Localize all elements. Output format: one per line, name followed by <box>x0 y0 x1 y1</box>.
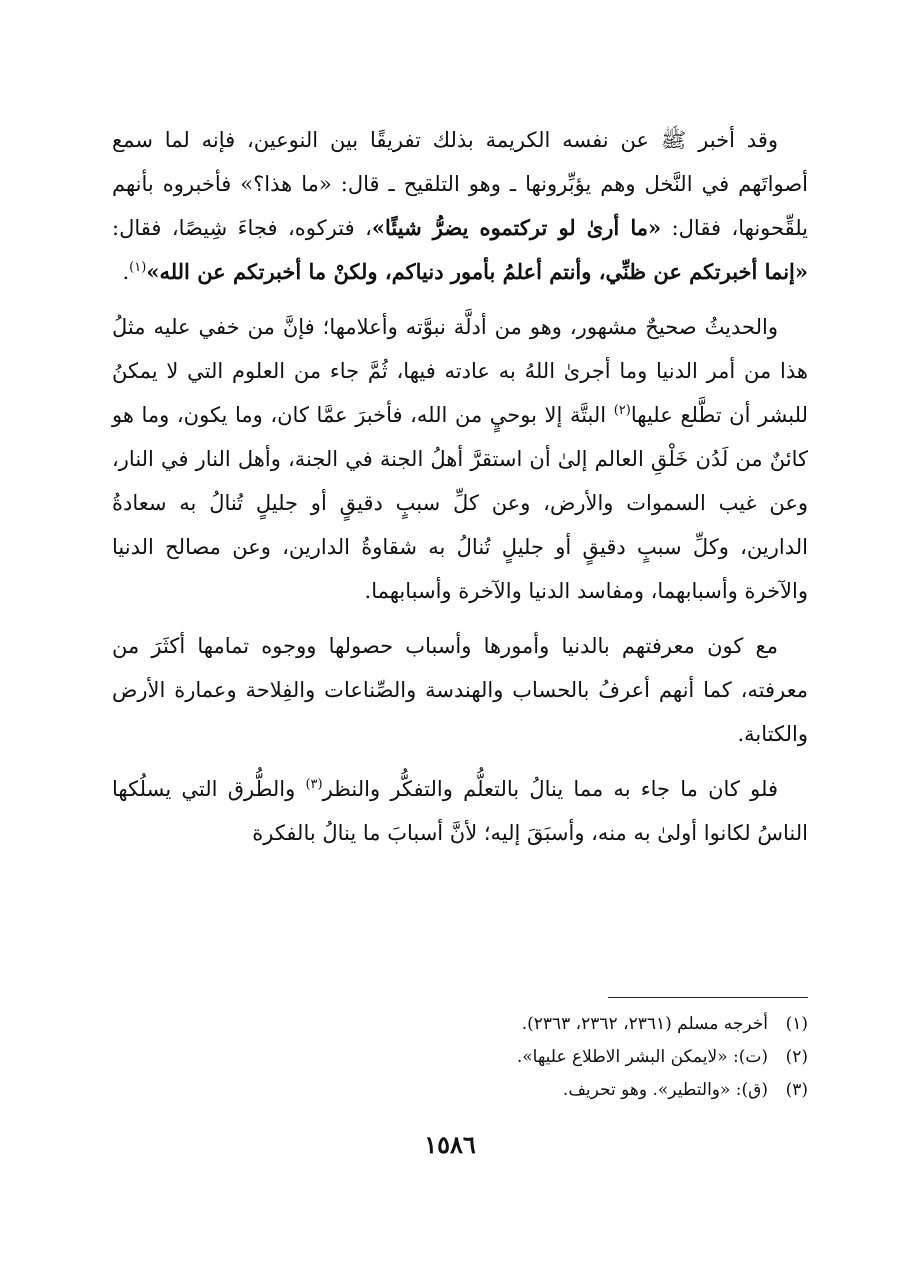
footnote-ref-3[interactable]: (٣) <box>305 777 323 792</box>
paragraph-2-text-a: والحديثُ صحيحٌ مشهور، وهو من أدلَّة نبوَّته وأعلامها؛ فإنَّ من خفي عليه مثلُ هذا من أمر الدنيا وما أجرىٰ اللهُ به عادته فيها، ثُمَّ جاء من العلوم التي لا يمكنُ للبشر أن تطَّلع عليها <box>112 315 808 427</box>
paragraph-4 <box>112 767 808 855</box>
footnote-number: (٢) <box>785 1047 808 1067</box>
footnote-1 <box>112 1008 808 1041</box>
paragraph-1 <box>112 118 808 294</box>
footnote-text: (ق): «والتطير». وهو تحريف. <box>562 1080 768 1100</box>
footnote-3 <box>112 1074 808 1107</box>
paragraph-2 <box>112 305 808 613</box>
paragraph-1-text-a: وقد أخبر ﷺ عن نفسه الكريمة بذلك تفريقًا بين النوعين، فإنه لما سمع أصواتَهم في النَّخل وهم يؤبِّرونها ـ وهو التلقيح ـ قال: «ما هذا؟» فأخبروه بأنهم يلقِّحونها، فقال: <box>112 128 808 240</box>
footnote-text: (ت): «لايمكن البشر الاطلاع عليها». <box>516 1047 768 1067</box>
footnotes <box>112 1008 808 1107</box>
paragraph-1-end: . <box>122 260 130 284</box>
paragraph-3-text: مع كون معرفتهم بالدنيا وأمورها وأسباب حصولها ووجوه تمامها أكثَرَ من معرفته، كما أنهم أعرفُ بالحساب والهندسة والصِّناعات والفِلاحة وعمارة الأرض والكتابة. <box>112 634 808 746</box>
main-text <box>112 118 808 855</box>
footnote-text: أخرجه مسلم (٢٣٦١، ٢٣٦٢، ٢٣٦٣). <box>521 1014 768 1034</box>
paragraph-2-text-b: البتَّة إلا بوحيٍ من الله، فأخبرَ عمَّا كان، وما يكون، وما هو كائنٌ من لَدُن خَلْقِ العالم إلىٰ أن استقرَّ أهلُ الجنة في الجنة، وأهل النار في النار، وعن غيب السموات والأرض، وعن كلِّ سببٍ دقيقٍ أو جليلٍ تُنالُ به سعادةُ الدارين، وكلِّ سببٍ دقيقٍ أو جليلٍ تُنالُ به شقاوةُ الدارين، وعن مصالح الدنيا والآخرة وأسبابهما، ومفاسد الدنيا والآخرة وأسبابهما. <box>112 403 808 603</box>
page-body <box>112 118 808 866</box>
paragraph-4-text-b: والطُّرق التي يسلُكها الناسُ لكانوا أولىٰ به منه، وأسبَقَ إليه؛ لأنَّ أسبابَ ما ينالُ بالفكرة <box>112 777 808 845</box>
footnote-ref-2[interactable]: (٢) <box>613 403 631 418</box>
paragraph-4-text-a: فلو كان ما جاء به مما ينالُ بالتعلُّم والتفكُّر والنظر <box>322 777 778 801</box>
hadith-quote-2: «إنما أخبرتكم عن ظنِّي، وأنتم أعلمُ بأمور دنياكم، ولكنْ ما أخبرتكم عن الله» <box>146 259 808 284</box>
paragraph-3 <box>112 624 808 756</box>
footnote-2 <box>112 1041 808 1074</box>
footnote-number: (٣) <box>785 1080 808 1100</box>
footnote-ref-1[interactable]: (١) <box>129 260 147 275</box>
hadith-quote-1: «ما أرىٰ لو تركتموه يضرُّ شيئًا» <box>371 215 662 240</box>
footnote-separator <box>608 997 808 998</box>
footnote-number: (١) <box>785 1014 808 1034</box>
paragraph-1-text-c: ، فتركوه، فجاءَ شِيصًا، فقال: <box>112 216 372 240</box>
page-number: ١٥٨٦ <box>424 1130 476 1159</box>
